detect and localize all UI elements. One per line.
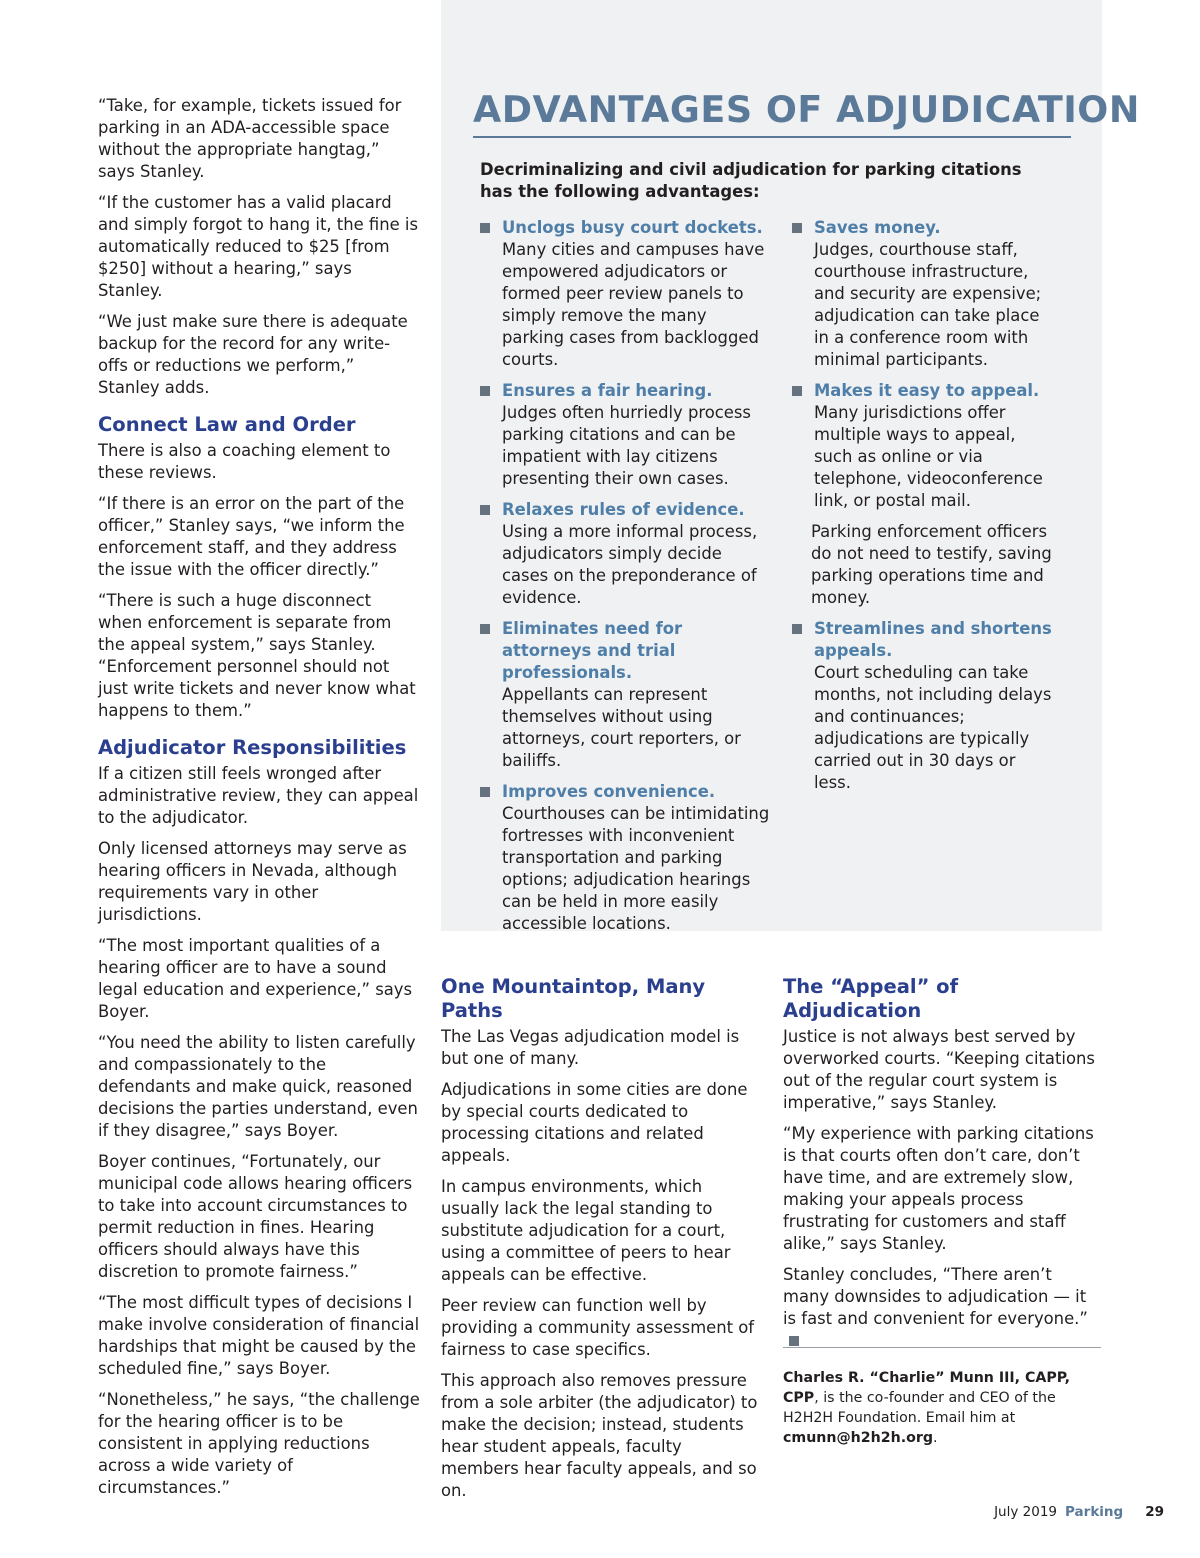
advantage-body: Using a more informal process, adjudicators simply decide cases on the preponderance of evidence. — [502, 522, 758, 607]
body-paragraph: Only licensed attorneys may serve as hearing officers in Nevada, although requirements vary in other jurisdictions. — [98, 839, 407, 924]
middle-column — [441, 975, 763, 1511]
footer-date: July 2019 — [994, 1504, 1058, 1520]
section-heading-connect-law: Connect Law and Order — [98, 413, 356, 436]
author-email: cmunn@h2h2h.org — [783, 1430, 934, 1446]
body-paragraph: Adjudications in some cities are done by special courts dedicated to processing citations and related appeals. — [441, 1080, 748, 1165]
body-paragraph: “The most important qualities of a hearing officer are to have a sound legal education and experience,” says Boyer. — [98, 936, 413, 1021]
square-bullet-icon — [792, 223, 802, 233]
advantage-item — [480, 781, 770, 935]
advantage-item — [480, 380, 770, 490]
square-bullet-icon — [480, 624, 490, 634]
advantage-body: Appellants can represent themselves without using attorneys, court reporters, or bailiffs. — [502, 685, 741, 770]
square-bullet-icon — [480, 787, 490, 797]
footer-publication: Parking — [1065, 1504, 1124, 1520]
right-column — [783, 975, 1103, 1361]
advantage-heading: Relaxes rules of evidence. — [502, 500, 745, 519]
bio-text: , is the co-founder and CEO of the H2H2H Foundation. Email him at — [783, 1390, 1056, 1426]
advantage-heading: Saves money. — [814, 218, 941, 237]
body-paragraph: Peer review can function well by providing a community assessment of fairness to case specifics. — [441, 1296, 755, 1359]
body-paragraph: “You need the ability to listen carefully and compassionately to the defendants and make quick, reasoned decisions the parties understand, even if they disagree,” says Boyer. — [98, 1033, 418, 1140]
title-divider — [473, 136, 1071, 138]
author-name: Charles R. “Charlie” Munn III, CAPP, CPP — [783, 1370, 1070, 1406]
advantages-list-left — [480, 217, 770, 944]
advantages-sidebar — [441, 0, 1140, 933]
end-mark-icon — [789, 1336, 799, 1346]
body-paragraph: In campus environments, which usually lack the legal standing to substitute adjudication for a court, using a committee of peers to hear appeals can be effective. — [441, 1177, 731, 1284]
advantage-heading: Streamlines and shortens appeals. — [814, 619, 1052, 660]
section-heading-appeal-of-adjudication: The “Appeal” of Adjudication — [783, 975, 959, 1022]
advantage-body: Many cities and campuses have empowered adjudicators or formed peer review panels to simply remove the many parking cases from backlogged courts. — [502, 240, 765, 369]
advantage-body: Courthouses can be intimidating fortresses with inconvenient transportation and parking options; adjudication hearings can be held in more easily accessible locations. — [502, 804, 770, 933]
page-footer — [994, 1503, 1164, 1521]
advantage-body: Judges, courthouse staff, courthouse infrastructure, and security are expensive; adjudication can take place in a conference room with minimal participants. — [814, 240, 1042, 369]
closing-paragraph — [783, 1264, 1103, 1352]
advantage-heading: Eliminates need for attorneys and trial professionals. — [502, 619, 683, 682]
square-bullet-icon — [480, 386, 490, 396]
advantage-heading: Improves convenience. — [502, 782, 716, 801]
body-paragraph: The Las Vegas adjudication model is but one of many. — [441, 1027, 740, 1068]
square-bullet-icon — [792, 624, 802, 634]
advantage-body: Court scheduling can take months, not including delays and continuances; adjudications are typically carried out in 30 days or less. — [814, 663, 1052, 792]
advantage-item — [792, 217, 1052, 371]
sidebar-intro: Decriminalizing and civil adjudication for parking citations has the following advantages: — [480, 160, 1022, 201]
advantage-heading: Makes it easy to appeal. — [814, 381, 1040, 400]
body-paragraph: “Nonetheless,” he says, “the challenge for the hearing officer is to be consistent in applying reductions across a wide variety of circumstances.” — [98, 1390, 420, 1497]
square-bullet-icon — [792, 386, 802, 396]
body-paragraph: “There is such a huge disconnect when enforcement is separate from the appeal system,” says Stanley. “Enforcement personnel should not just write tickets and never know what happens to them.” — [98, 591, 416, 720]
author-bio — [783, 1368, 1103, 1448]
body-paragraph: “The most difficult types of decisions I make involve consideration of financial hardships that might be caused by the scheduled fine,” says Boyer. — [98, 1293, 420, 1378]
advantage-note: Parking enforcement officers do not need to testify, saving parking operations time and money. — [811, 522, 1052, 607]
page-number: 29 — [1145, 1504, 1164, 1520]
body-paragraph: If a citizen still feels wronged after administrative review, they can appeal to the adjudicator. — [98, 764, 419, 827]
advantage-heading: Unclogs busy court dockets. — [502, 218, 763, 237]
body-paragraph: “If the customer has a valid placard and simply forgot to hang it, the fine is automatically reduced to $25 [from $250] without a hearing,” says Stanley. — [98, 193, 419, 300]
advantage-item — [792, 380, 1052, 512]
section-heading-adjudicator-responsibilities: Adjudicator Responsibilities — [98, 736, 407, 759]
square-bullet-icon — [480, 505, 490, 515]
advantage-body: Many jurisdictions offer multiple ways to appeal, such as online or via telephone, videoconference link, or postal mail. — [814, 403, 1043, 510]
body-paragraph: There is also a coaching element to these reviews. — [98, 441, 391, 482]
body-paragraph: “We just make sure there is adequate backup for the record for any write-offs or reductions we perform,” Stanley adds. — [98, 312, 408, 397]
bio-text-end: . — [933, 1430, 938, 1446]
section-heading-one-mountaintop: One Mountaintop, Many Paths — [441, 975, 706, 1022]
advantage-item — [480, 499, 770, 609]
body-paragraph: “If there is an error on the part of the officer,” Stanley says, “we inform the enforcement staff, and they address the issue with the officer directly.” — [98, 494, 405, 579]
body-paragraph: Justice is not always best served by overworked courts. “Keeping citations out of the regular court system is imperative,” says Stanley. — [783, 1027, 1095, 1112]
bio-divider — [783, 1347, 1101, 1348]
advantage-item — [480, 217, 770, 371]
advantages-list-right — [792, 217, 1052, 803]
advantage-body: Judges often hurriedly process parking citations and can be impatient with lay citizens presenting their own cases. — [502, 403, 751, 488]
body-paragraph: This approach also removes pressure from a sole arbiter (the adjudicator) to make the decision; instead, students hear student appeals, faculty members hear faculty appeals, and so on. — [441, 1371, 758, 1500]
advantage-heading: Ensures a fair hearing. — [502, 381, 713, 400]
body-paragraph: “Take, for example, tickets issued for parking in an ADA-accessible space without the appropriate hangtag,” says Stanley. — [98, 96, 402, 181]
left-column — [98, 95, 420, 1508]
advantage-item — [480, 618, 770, 772]
closing-text: Stanley concludes, “There aren’t many downsides to adjudication — it is fast and convenient for everyone.” — [783, 1265, 1088, 1328]
body-paragraph: Boyer continues, “Fortunately, our municipal code allows hearing officers to take into account circumstances to permit reduction in fines. Hearing officers should always have this discretion to promote fairness.” — [98, 1152, 413, 1281]
advantage-item — [792, 618, 1052, 794]
body-paragraph: “My experience with parking citations is that courts often don’t care, don’t have time, and are extremely slow, making your appeals process frustrating for customers and staff alike,” says Stanley. — [783, 1124, 1094, 1253]
sidebar-title: ADVANTAGES OF ADJUDICATION — [473, 88, 1140, 131]
square-bullet-icon — [480, 223, 490, 233]
